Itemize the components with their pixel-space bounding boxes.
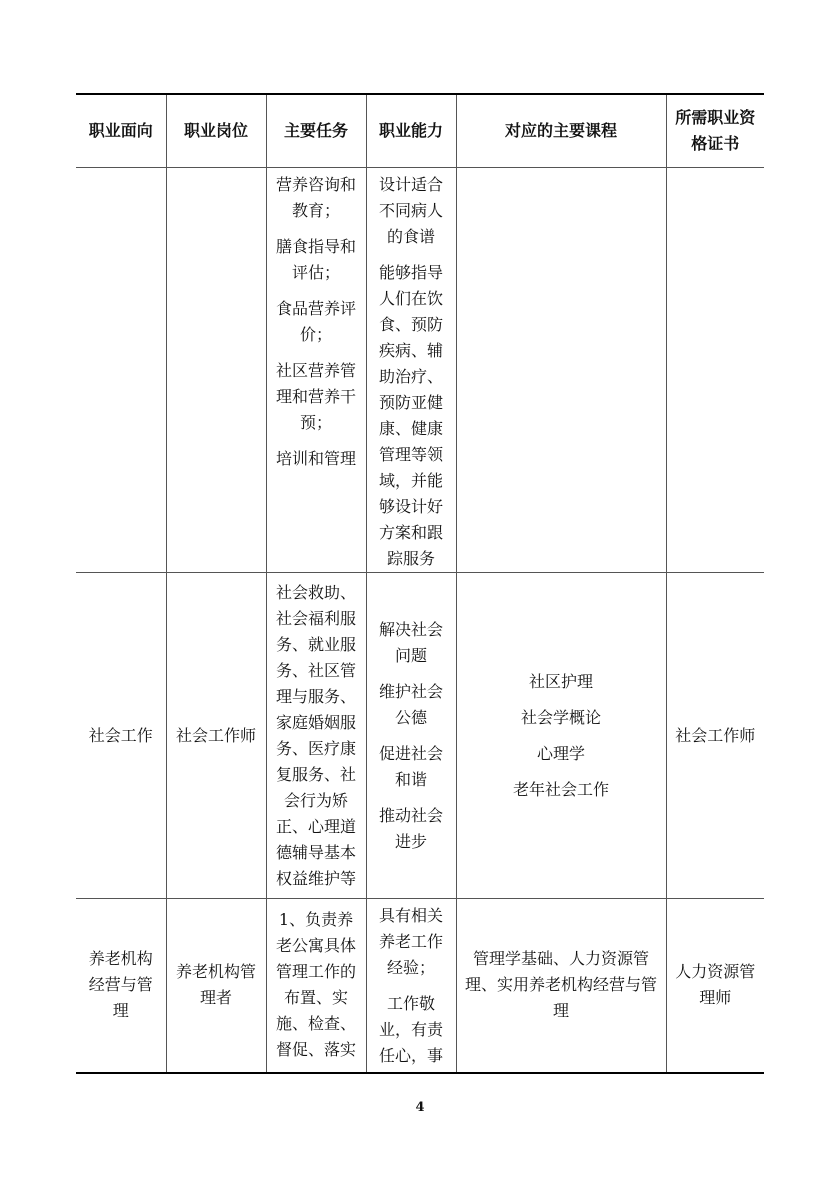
cell-courses	[456, 573, 666, 899]
page-number: 4	[415, 1100, 425, 1115]
cell-certificate	[666, 168, 764, 573]
cell-position	[166, 168, 266, 573]
table-row	[76, 573, 764, 899]
ability-item: 设计适合不同病人的食谱	[378, 175, 443, 246]
cell-certificate: 社会工作师	[666, 573, 764, 899]
cell-position: 养老机构管理者	[166, 899, 266, 1073]
cell-tasks	[266, 573, 366, 899]
course-item: 社区护理	[528, 671, 593, 691]
ability-item: 推动社会进步	[378, 805, 443, 851]
header-tasks: 主要任务	[266, 94, 366, 168]
cell-direction	[76, 168, 166, 573]
task-item: 社区营养管理和营养干预；	[275, 361, 356, 432]
course-item: 社会学概论	[520, 707, 601, 727]
course-item: 管理学基础、人力资源管理、实用养老机构经营与管理	[464, 949, 657, 1021]
ability-item: 促进社会和谐	[378, 743, 443, 789]
ability-item: 能够指导人们在饮食、预防疾病、辅助治疗、预防亚健康、健康管理等领域，并能够设计好方案和跟踪服务	[378, 263, 443, 568]
task-item: 1、负责养老公寓具体管理工作的布置、实施、检查、督促、落实	[275, 910, 356, 1060]
table-header-row	[76, 94, 764, 168]
cell-direction: 养老机构经营与管理	[76, 899, 166, 1073]
header-direction: 职业面向	[76, 94, 166, 168]
header-certificate-text: 所需职业资格证书	[675, 108, 756, 153]
task-item: 营养咨询和教育；	[275, 175, 356, 220]
course-item: 心理学	[536, 743, 585, 763]
cell-abilities	[366, 899, 456, 1073]
header-certificate	[666, 94, 764, 168]
header-courses: 对应的主要课程	[456, 94, 666, 168]
task-item: 膳食指导和评估；	[275, 237, 356, 282]
cell-position: 社会工作师	[166, 573, 266, 899]
cell-tasks	[266, 899, 366, 1073]
task-item: 食品营养评价；	[275, 299, 356, 344]
task-item: 社会救助、社会福利服务、就业服务、社区管理与服务、家庭婚姻服务、医疗康复服务、社会行为矫正、心理道德辅导基本权益维护等	[275, 582, 356, 888]
ability-item: 解决社会问题	[378, 619, 443, 665]
cell-abilities	[366, 573, 456, 899]
cell-courses	[456, 168, 666, 573]
cell-tasks	[266, 168, 366, 573]
header-abilities: 职业能力	[366, 94, 456, 168]
cell-courses	[456, 899, 666, 1073]
cell-abilities	[366, 168, 456, 573]
cell-direction: 社会工作	[76, 573, 166, 899]
ability-item: 工作敬业，有责任心，事	[378, 994, 443, 1065]
cell-certificate: 人力资源管理师	[666, 899, 764, 1073]
task-item: 培训和管理	[275, 449, 356, 468]
ability-item: 具有相关养老工作经验；	[378, 906, 443, 977]
ability-item: 维护社会公德	[378, 681, 443, 727]
table-row	[76, 899, 764, 1073]
header-position: 职业岗位	[166, 94, 266, 168]
table-row	[76, 168, 764, 573]
course-item: 老年社会工作	[512, 779, 609, 799]
occupation-table	[76, 93, 764, 1074]
